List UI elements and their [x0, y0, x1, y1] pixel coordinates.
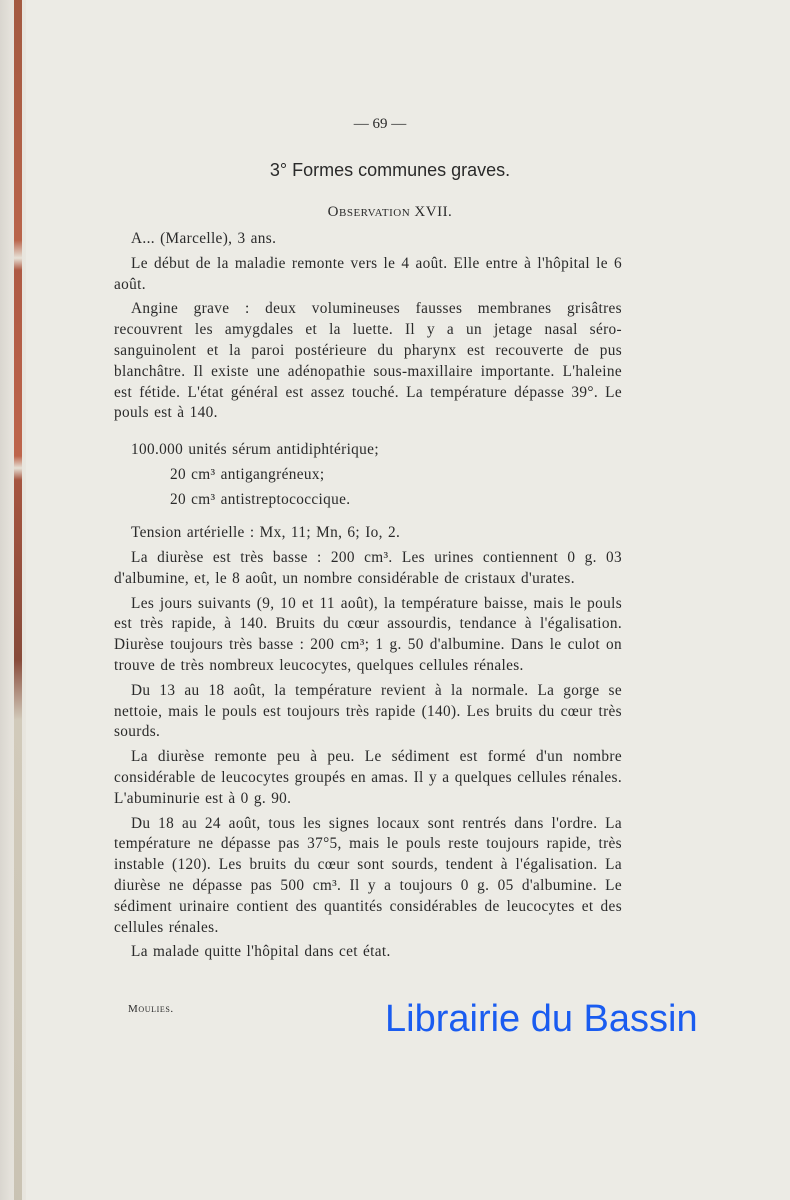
paragraph: Du 13 au 18 août, la température revient à la normale. La gorge se nettoie, mais le pouls est toujours très rapide (140). Les bruits du cœur très sourds.	[114, 681, 622, 741]
page-number-text: — 69 —	[353, 116, 407, 132]
paragraph: Angine grave : deux volumineuses fausses membranes grisâtres recouvrent les amygdales et la luette. Il y a un jetage nasal séro-sanguinolent et la paroi postérieure du pharynx est recouverte de pus blanchâtre. Il existe une adénopathie sous-maxillaire importante. L'haleine est fétide. L'état général est assez touché. La température dépasse 39°. Le pouls est à 140.	[114, 300, 622, 422]
treatment-item: 20 cm³ antistreptococcique.	[170, 491, 351, 509]
paragraph: La diurèse remonte peu à peu. Le sédiment est formé d'un nombre considérable de leucocytes groupés en amas. Il y a quelques cellules rénales. L'abuminurie est à 0 g. 90.	[114, 748, 622, 807]
author-signature: Moulies.	[128, 1003, 174, 1015]
observation-title-text: Observation XVII.	[327, 204, 453, 220]
paragraph: Du 18 au 24 août, tous les signes locaux sont rentrés dans l'ordre. La température ne dépasse pas 37°5, mais le pouls reste toujours rapide, très instable (120). Les bruits du cœur sont sourds, tendent à l'égalisation. La diurèse ne dépasse pas 500 cm³. Il y a toujours 0 g. 05 d'albumine. Le sédiment urinaire contient des quantités considérables de leucocytes et des cellules rénales.	[114, 814, 622, 936]
body-text	[114, 229, 622, 967]
treatment-item: 100.000 unités sérum antidiphtérique;	[131, 441, 379, 459]
paragraph: Les jours suivants (9, 10 et 11 août), la température baisse, mais le pouls est très rapide, à 140. Bruits du cœur assourdis, tendance à l'égalisation. Diurèse toujours très basse : 200 cm³; 1 g. 50 d'albumine. Dans le culot on trouve de très nombreux leucocytes, quelques cellules rénales.	[114, 594, 622, 674]
observation-title	[0, 204, 790, 221]
paragraph: La malade quitte l'hôpital dans cet état.	[131, 943, 391, 961]
page-number	[0, 116, 790, 133]
paragraph: Tension artérielle : Mx, 11; Mn, 6; Io, 2.	[131, 524, 401, 542]
section-heading-text: 3° Formes communes graves.	[269, 160, 511, 180]
section-heading	[0, 160, 790, 181]
watermark: Librairie du Bassin	[385, 998, 698, 1040]
paragraph: La diurèse est très basse : 200 cm³. Les urines contiennent 0 g. 03 d'albumine, et, le 8 août, un nombre considérable de cristaux d'urates.	[114, 548, 622, 587]
paragraph: A... (Marcelle), 3 ans.	[131, 230, 277, 247]
paragraph: Le début de la maladie remonte vers le 4 août. Elle entre à l'hôpital le 6 août.	[114, 254, 622, 293]
treatment-item: 20 cm³ antigangréneux;	[170, 466, 325, 484]
